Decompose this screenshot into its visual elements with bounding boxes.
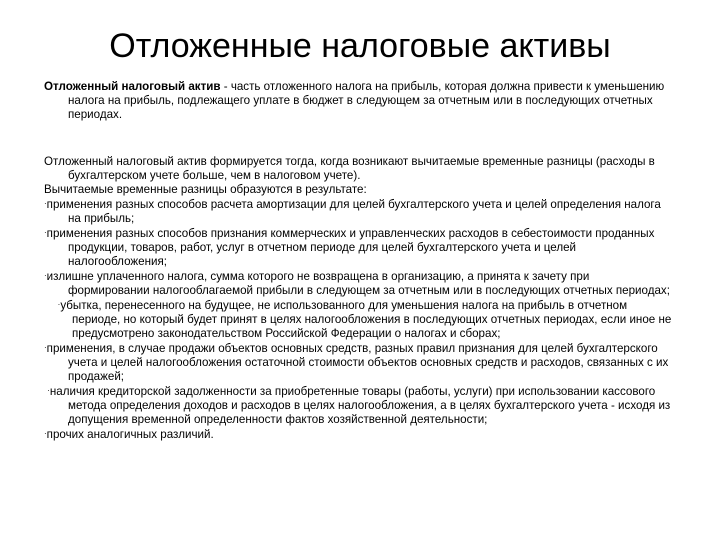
term-label: Отложенный налоговый актив xyxy=(44,80,221,93)
origin-heading: Вычитаемые временные разницы образуются в результате: xyxy=(44,183,367,196)
list-item: ·убытка, перенесенного на будущее, не использованного для уменьшения налога на прибыль в отчетном периоде, но который будет принят в целях налогообложения в последующих отчетных периодах, если иное не предусмотрено законодательством Российской Федерации о налогах и сборах; xyxy=(57,299,672,340)
formation-paragraph: Отложенный налоговый актив формируется тогда, когда возникают вычитаемые временные разницы (расходы в бухгалтерском учете больше, чем в налоговом учете). xyxy=(44,155,655,182)
bullet-icon: · xyxy=(47,386,50,395)
bullet-icon: · xyxy=(44,343,47,352)
slide-body xyxy=(44,80,674,442)
definition-paragraph xyxy=(44,80,674,122)
list-item: ·применения, в случае продажи объектов основных средств, разных правил признания для целей бухгалтерского учета и целей налогообложения остаточной стоимости объектов основных средств и расходов, связанных с их продажей; xyxy=(44,342,669,383)
bullet-icon: · xyxy=(57,300,61,309)
list-item: ·прочих аналогичных различий. xyxy=(44,428,214,441)
list-item: ·применения разных способов расчета амортизации для целей бухгалтерского учета и целей определения налога на прибыль; xyxy=(44,198,661,225)
term-definition: - часть отложенного налога на прибыль, которая должна привести к уменьшению налога на прибыль, подлежащего уплате в бюджет в следующем за отчетным или в последующих отчетных периодах. xyxy=(68,80,665,121)
list-item: ·наличия кредиторской задолженности за приобретенные товары (работы, услуги) при использовании кассового метода определения доходов и расходов в целях налогообложения, а в целях бухгалтерского учета - исходя из допущения временной определенности фактов хозяйственной деятельности; xyxy=(47,385,671,426)
bullet-icon: · xyxy=(44,271,47,280)
bullet-icon: · xyxy=(44,429,47,438)
bullet-icon: · xyxy=(44,228,47,237)
page-title: Отложенные налоговые активы xyxy=(109,27,611,65)
bullet-icon: · xyxy=(44,199,47,208)
list-item: ·применения разных способов признания коммерческих и управленческих расходов в себестоимости проданных продукции, товаров, работ, услуг в отчетном периоде для целей бухгалтерского учета и целей налогообложения; xyxy=(44,227,655,268)
list-item: ·излишне уплаченного налога, сумма которого не возвращена в организацию, а принята к зачету при формировании налогооблагаемой прибыли в следующем за отчетным или в последующих отчетных периодах; xyxy=(44,270,670,297)
spacer xyxy=(44,122,674,155)
